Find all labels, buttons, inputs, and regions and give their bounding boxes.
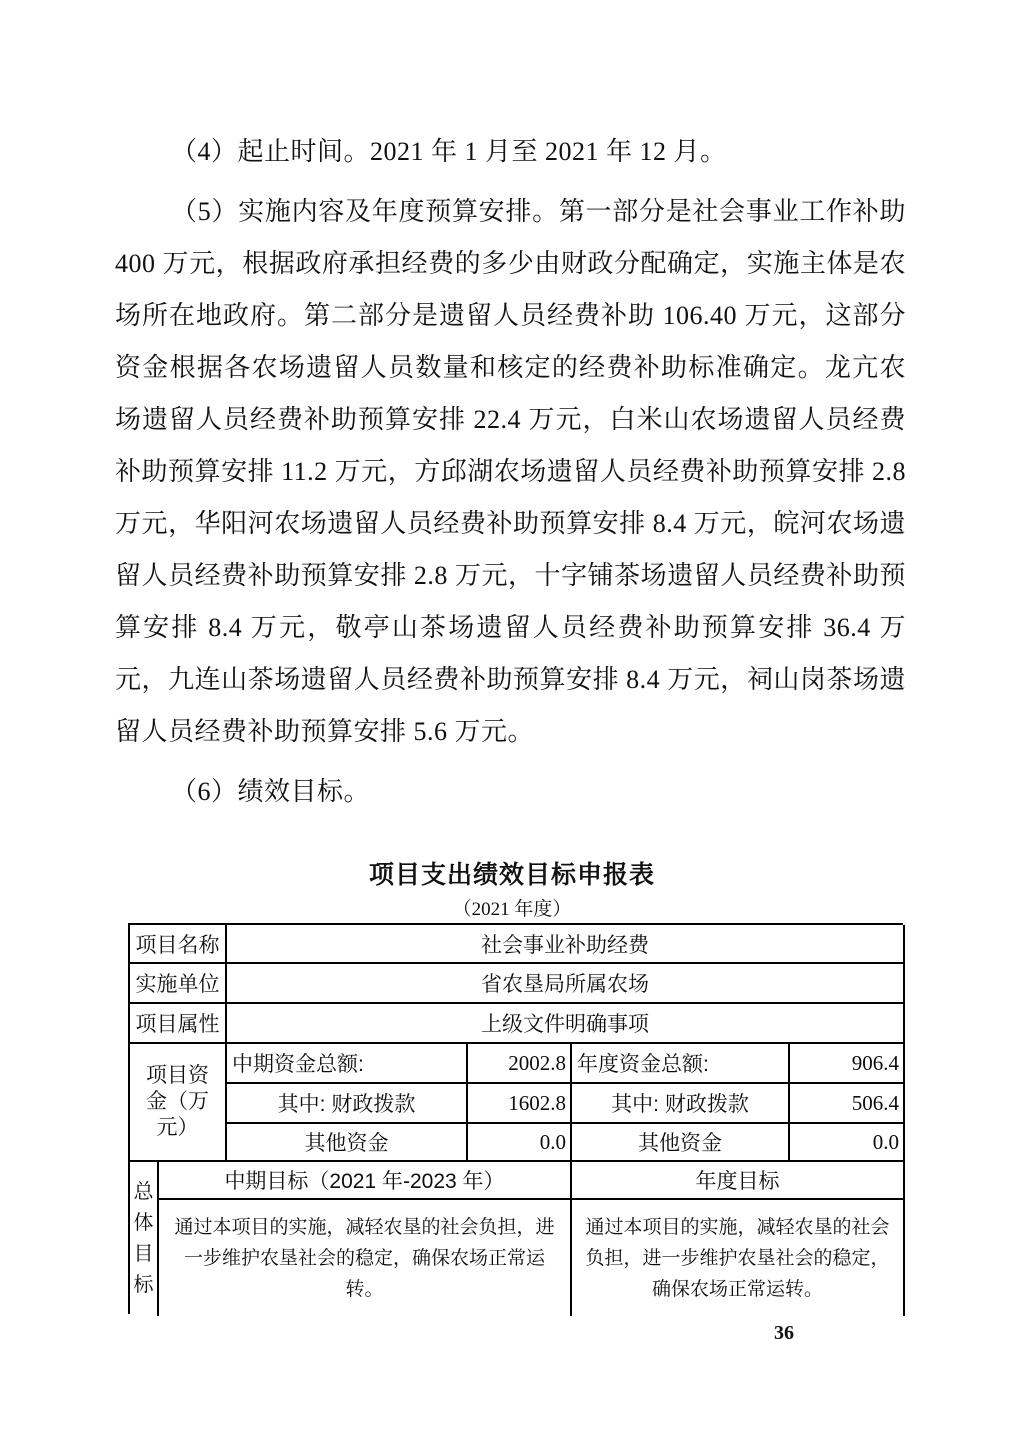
- funds-mid-other-value: 0.0: [468, 1124, 572, 1162]
- funds-mid-fiscal-value: 1602.8: [468, 1084, 572, 1124]
- funds-year-total-label: 年度资金总额:: [572, 1044, 790, 1084]
- page-number: 36: [774, 1322, 794, 1344]
- funds-mid-fiscal-label: 其中: 财政拨款: [227, 1084, 468, 1124]
- funds-year-fiscal-value: 506.4: [790, 1084, 905, 1124]
- row-project-attribute-value: 上级文件明确事项: [227, 1004, 905, 1044]
- row-project-name-value: 社会事业补助经费: [227, 925, 905, 964]
- body-text: [115, 126, 906, 818]
- overall-goal-vertical-text: 总体目标: [133, 1181, 154, 1296]
- mid-term-goal-text: 通过本项目的实施，减轻农垦的社会负担，进一步维护农垦社会的稳定，确保农场正常运转。: [159, 1200, 572, 1316]
- funds-mid-total-label: 中期资金总额:: [227, 1044, 468, 1084]
- overall-goal-side-label: [130, 1162, 159, 1316]
- funds-mid-total-value: 2002.8: [468, 1044, 572, 1084]
- annual-goal-header: 年度目标: [572, 1162, 905, 1200]
- funds-year-other-label: 其他资金: [572, 1124, 790, 1162]
- mid-term-goal-header: 中期目标（2021 年-2023 年）: [159, 1162, 572, 1200]
- row-implementing-unit-value: 省农垦局所属农场: [227, 964, 905, 1004]
- form-subtitle: （2021 年度）: [452, 899, 572, 920]
- paragraph-start-end-time: （4）起止时间。2021 年 1 月至 2021 年 12 月。: [171, 137, 727, 166]
- funds-year-total-value: 906.4: [790, 1044, 905, 1084]
- annual-goal-text: 通过本项目的实施，减轻农垦的社会负担，进一步维护农垦社会的稳定，确保农场正常运转。: [572, 1200, 905, 1316]
- paragraph-implementation-budget: （5）实施内容及年度预算安排。第一部分是社会事业工作补助 400 万元，根据政府承担经费的多少由财政分配确定，实施主体是农场所在地政府。第二部分是遗留人员经费补助 106.40 万元，这部分资金根据各农场遗留人员数量和核定的经费补助标准确定。龙亢农场遗留人员经费补助预算安排 22.4 万元，白米山农场遗留人员经费补助预算安排 11.2 万元，方邱湖农场遗留人员经费补助预算安排 2.8 万元，华阳河农场遗留人员经费补助预算安排 8.4 万元，皖河农场遗留人员经费补助预算安排 2.8 万元，十字铺茶场遗留人员经费补助预算安排 8.4 万元，敬亭山茶场遗留人员经费补助预算安排 36.4 万元，九连山茶场遗留人员经费补助预算安排 8.4 万元，祠山岗茶场遗留人员经费补助预算安排 5.6 万元。: [115, 197, 906, 746]
- paragraph-performance-goal: （6）绩效目标。: [171, 777, 371, 806]
- form-title: 项目支出绩效目标申报表: [368, 861, 655, 889]
- funds-mid-other-label: 其他资金: [227, 1124, 468, 1162]
- row-project-name-label: 项目名称: [130, 925, 227, 964]
- row-implementing-unit-label: 实施单位: [130, 964, 227, 1004]
- row-project-attribute-label: 项目属性: [130, 1004, 227, 1044]
- performance-target-table: [128, 923, 903, 1314]
- funds-header: 项目资金（万元）: [130, 1044, 227, 1162]
- funds-year-other-value: 0.0: [790, 1124, 905, 1162]
- funds-year-fiscal-label: 其中: 财政拨款: [572, 1084, 790, 1124]
